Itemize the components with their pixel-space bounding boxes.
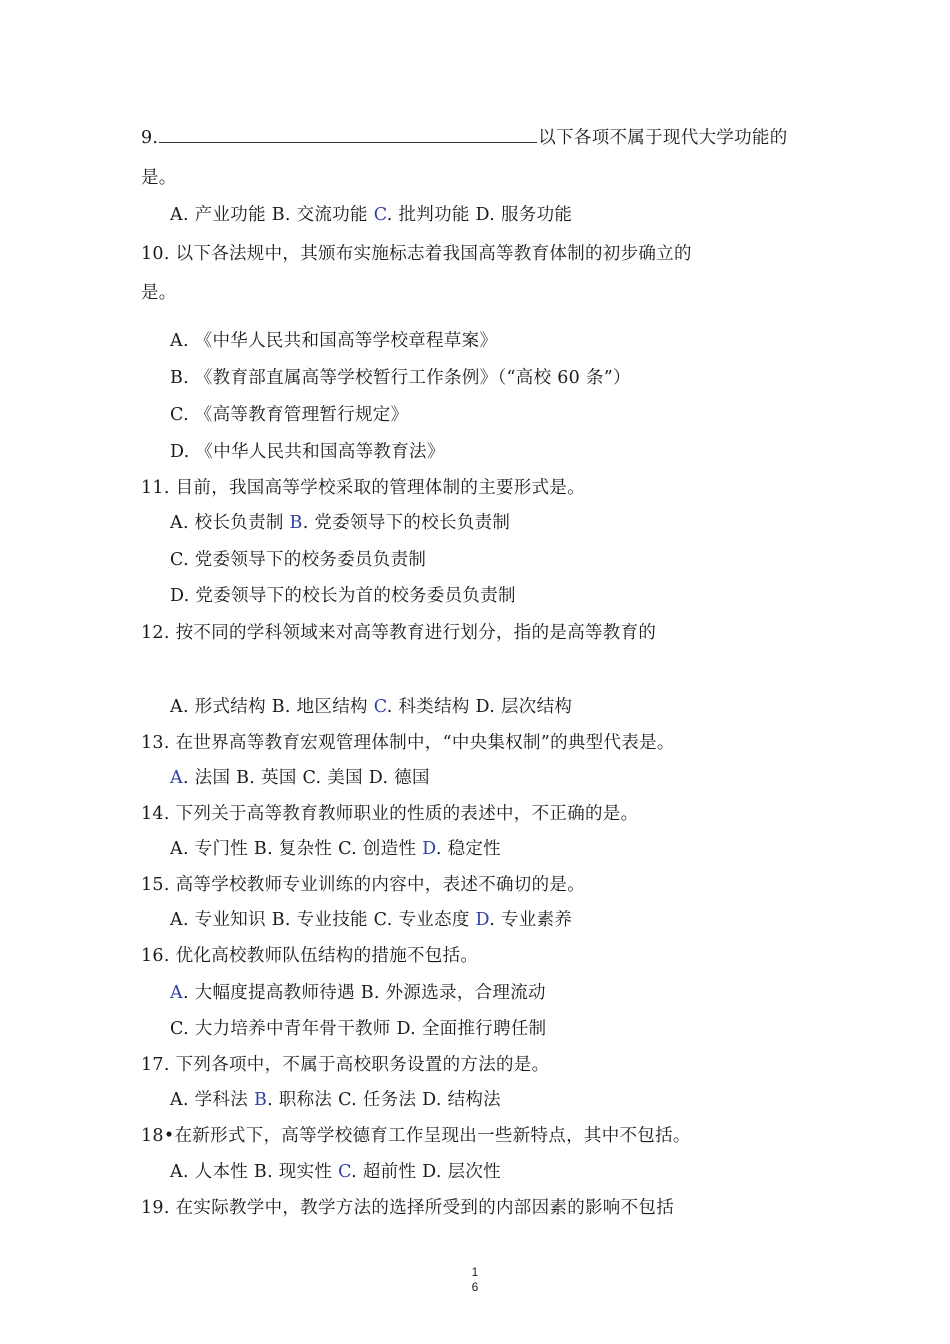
question-15-options [170, 906, 572, 931]
question-9-options [170, 201, 572, 226]
option-text: . 超前性 D. 层次性 [351, 1162, 501, 1182]
option-text: A. 产业功能 B. 交流功能 [170, 205, 374, 225]
page-number-bottom: 6 [471, 1280, 479, 1294]
option-text: . 法国 B. 英国 C. 美国 D. 德国 [182, 768, 430, 788]
question-16: 16. 优化高校教师队伍结构的措施不包括。 [141, 946, 479, 966]
question-14: 14. 下列关于高等教育教师职业的性质的表述中，不正确的是。 [141, 804, 639, 824]
question-9 [141, 124, 788, 149]
question-19: 19. 在实际教学中，教学方法的选择所受到的内部因素的影响不包括 [141, 1198, 674, 1218]
question-14-options [170, 835, 501, 860]
question-17-options [170, 1086, 501, 1111]
answer-letter: D [422, 839, 436, 859]
question-15: 15. 高等学校教师专业训练的内容中，表述不确切的是。 [141, 875, 585, 895]
option-text: . 科类结构 D. 层次结构 [386, 697, 573, 717]
question-12: 12. 按不同的学科领域来对高等教育进行划分，指的是高等教育的 [141, 623, 657, 643]
question-9-continuation: 是。 [141, 168, 177, 188]
option-text: . 党委领导下的校长负责制 [302, 513, 511, 533]
question-10-option-c: C. 《高等教育管理暂行规定》 [170, 405, 409, 425]
question-11-options [170, 509, 510, 534]
option-text: . 大幅度提高教师待遇 B. 外源选录，合理流动 [182, 983, 546, 1003]
question-16-options-cd: C. 大力培养中青年骨干教师 D. 全面推行聘任制 [170, 1019, 547, 1039]
option-text: A. 专业知识 B. 专业技能 C. 专业态度 [170, 910, 476, 930]
option-text: A. 专门性 B. 复杂性 C. 创造性 [170, 839, 423, 859]
answer-letter: A [170, 983, 183, 1003]
question-16-options-ab [170, 979, 546, 1004]
question-12-options [170, 693, 572, 718]
question-9-text: 以下各项不属于现代大学功能的 [538, 128, 788, 148]
question-18-options [170, 1158, 501, 1183]
question-11-option-d: D. 党委领导下的校长为首的校务委员负责制 [170, 586, 516, 606]
question-13-options [170, 764, 430, 789]
question-11-option-c: C. 党委领导下的校务委员负责制 [170, 550, 427, 570]
answer-blank [159, 128, 537, 143]
option-text: . 职称法 C. 任务法 D. 结构法 [267, 1090, 501, 1110]
option-text: A. 校长负责制 [170, 513, 290, 533]
answer-letter: C [373, 205, 387, 225]
answer-letter: B [253, 1090, 268, 1110]
question-10-option-b: B. 《教育部直属高等学校暂行工作条例》（“高校 60 条”） [170, 368, 631, 388]
question-18: 18•在新形式下，高等学校德育工作呈现出一些新特点，其中不包括。 [141, 1126, 691, 1146]
option-text: A. 人本性 B. 现实性 [170, 1162, 339, 1182]
question-10-option-a: A. 《中华人民共和国高等学校章程草案》 [170, 331, 498, 351]
answer-letter: B [289, 513, 303, 533]
question-13: 13. 在世界高等教育宏观管理体制中，“中央集权制”的典型代表是。 [141, 733, 675, 753]
answer-letter: D [475, 910, 490, 930]
question-11: 11. 目前，我国高等学校采取的管理体制的主要形式是。 [141, 478, 585, 498]
option-text: A. 形式结构 B. 地区结构 [170, 697, 374, 717]
question-10: 10. 以下各法规中，其颁布实施标志着我国高等教育体制的初步确立的 [141, 244, 692, 264]
option-text: A. 学科法 [170, 1090, 254, 1110]
option-text: . 专业素养 [489, 910, 573, 930]
question-10-continuation: 是。 [141, 283, 177, 303]
question-10-option-d: D. 《中华人民共和国高等教育法》 [170, 442, 445, 462]
page-number-top: 1 [471, 1265, 479, 1279]
answer-letter: A [170, 768, 183, 788]
answer-letter: C [338, 1162, 352, 1182]
option-text: . 批判功能 D. 服务功能 [386, 205, 573, 225]
answer-letter: C [373, 697, 387, 717]
question-9-number: 9. [141, 128, 159, 148]
option-text: . 稳定性 [435, 839, 501, 859]
question-17: 17. 下列各项中，不属于高校职务设置的方法的是。 [141, 1055, 550, 1075]
